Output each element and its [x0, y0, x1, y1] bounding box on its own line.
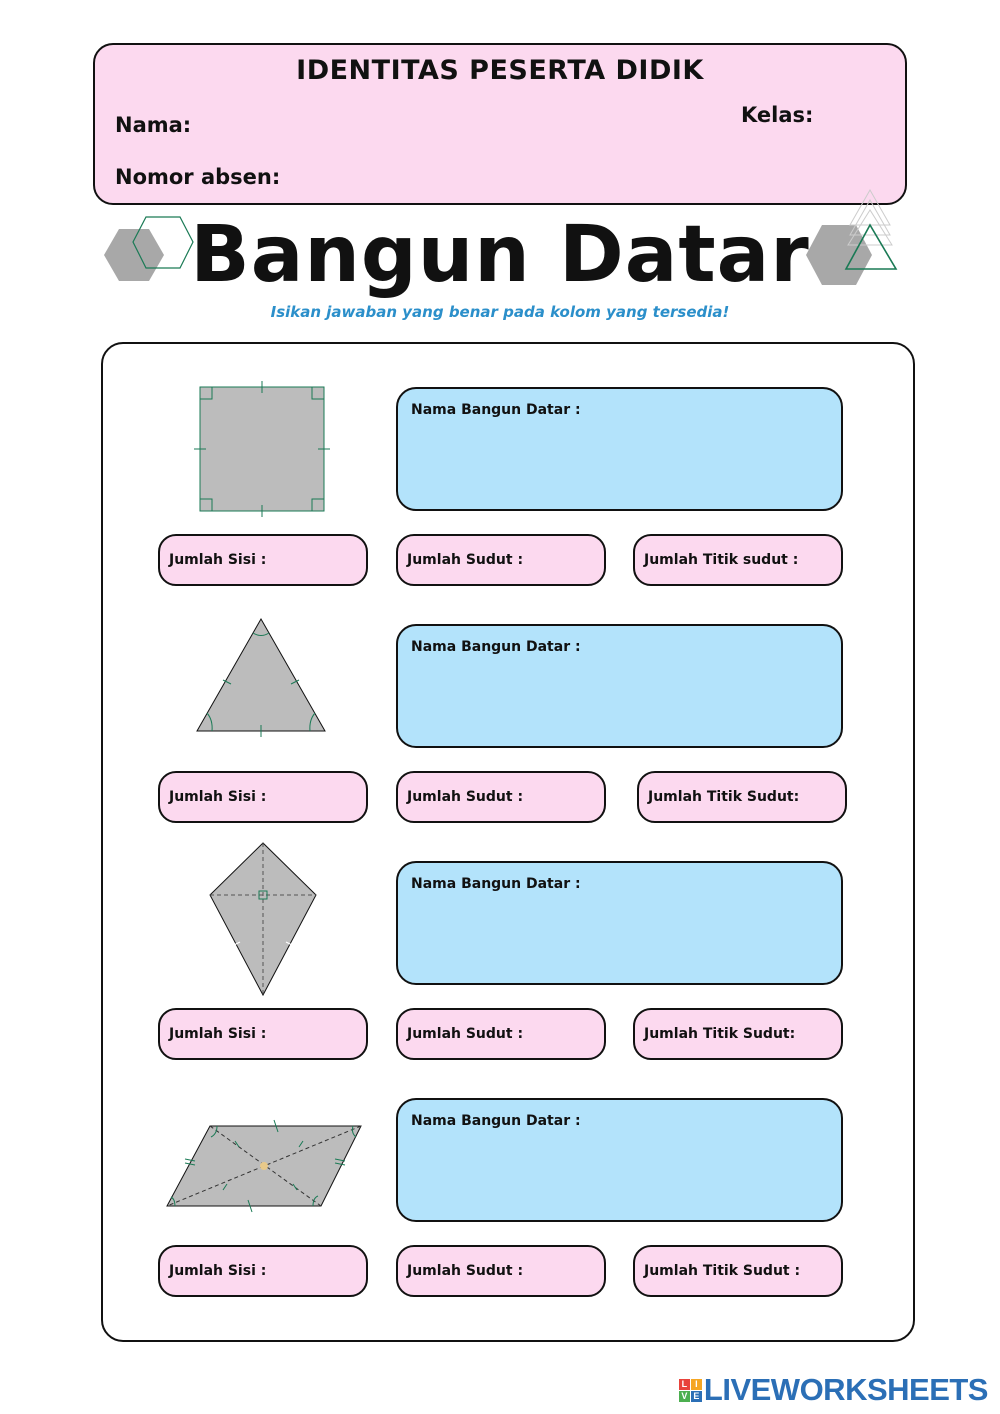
triangle-icon: [193, 616, 333, 741]
worksheet-frame: [101, 342, 915, 1342]
sides-count-field-4[interactable]: [158, 1245, 368, 1297]
identity-title: IDENTITAS PESERTA DIDIK: [296, 55, 704, 86]
shape-name-label: Nama Bangun Datar :: [411, 639, 581, 655]
angles-count-field-2[interactable]: [396, 771, 606, 823]
class-label: Kelas:: [741, 103, 814, 127]
angles-label: Jumlah Sudut :: [407, 1263, 524, 1279]
live-logo-icon: [679, 1379, 702, 1402]
vertices-label: Jumlah Titik Sudut :: [644, 1263, 801, 1279]
sides-label: Jumlah Sisi :: [169, 789, 267, 805]
square-icon: [193, 379, 333, 519]
vertices-count-field-1[interactable]: [633, 534, 843, 586]
vertices-count-field-4[interactable]: [633, 1245, 843, 1297]
shape-name-field-3[interactable]: [396, 861, 843, 985]
vertices-label: Jumlah Titik Sudut:: [644, 1026, 796, 1042]
angles-count-field-4[interactable]: [396, 1245, 606, 1297]
sides-label: Jumlah Sisi :: [169, 552, 267, 568]
vertices-label: Jumlah Titik Sudut:: [648, 789, 800, 805]
shape-name-label: Nama Bangun Datar :: [411, 1113, 581, 1129]
shape-name-label: Nama Bangun Datar :: [411, 876, 581, 892]
sides-count-field-3[interactable]: [158, 1008, 368, 1060]
shape-name-label: Nama Bangun Datar :: [411, 402, 581, 418]
logo-letter: L: [679, 1379, 690, 1390]
angles-count-field-1[interactable]: [396, 534, 606, 586]
absen-label: Nomor absen:: [115, 165, 281, 189]
liveworksheets-logo: [679, 1372, 988, 1408]
instruction-text: Isikan jawaban yang benar pada kolom yang tersedia!: [270, 303, 730, 321]
angles-label: Jumlah Sudut :: [407, 552, 524, 568]
sides-count-field-2[interactable]: [158, 771, 368, 823]
brand-name: LIVEWORKSHEETS: [703, 1372, 988, 1407]
vertices-count-field-3[interactable]: [633, 1008, 843, 1060]
vertices-count-field-2[interactable]: [637, 771, 847, 823]
shape-name-field-2[interactable]: [396, 624, 843, 748]
logo-letter: V: [679, 1391, 690, 1402]
page-title: Bangun Datar: [190, 210, 810, 300]
angles-label: Jumlah Sudut :: [407, 789, 524, 805]
parallelogram-icon: [163, 1119, 368, 1219]
logo-letter: I: [691, 1379, 702, 1390]
angles-count-field-3[interactable]: [396, 1008, 606, 1060]
shape-name-field-4[interactable]: [396, 1098, 843, 1222]
kite-icon: [203, 840, 323, 1000]
shape-name-field-1[interactable]: [396, 387, 843, 511]
logo-letter: E: [691, 1391, 702, 1402]
identity-panel: [93, 43, 907, 205]
angles-label: Jumlah Sudut :: [407, 1026, 524, 1042]
sides-count-field-1[interactable]: [158, 534, 368, 586]
name-label: Nama:: [115, 113, 192, 137]
sides-label: Jumlah Sisi :: [169, 1026, 267, 1042]
sides-label: Jumlah Sisi :: [169, 1263, 267, 1279]
vertices-label: Jumlah Titik sudut :: [644, 552, 799, 568]
